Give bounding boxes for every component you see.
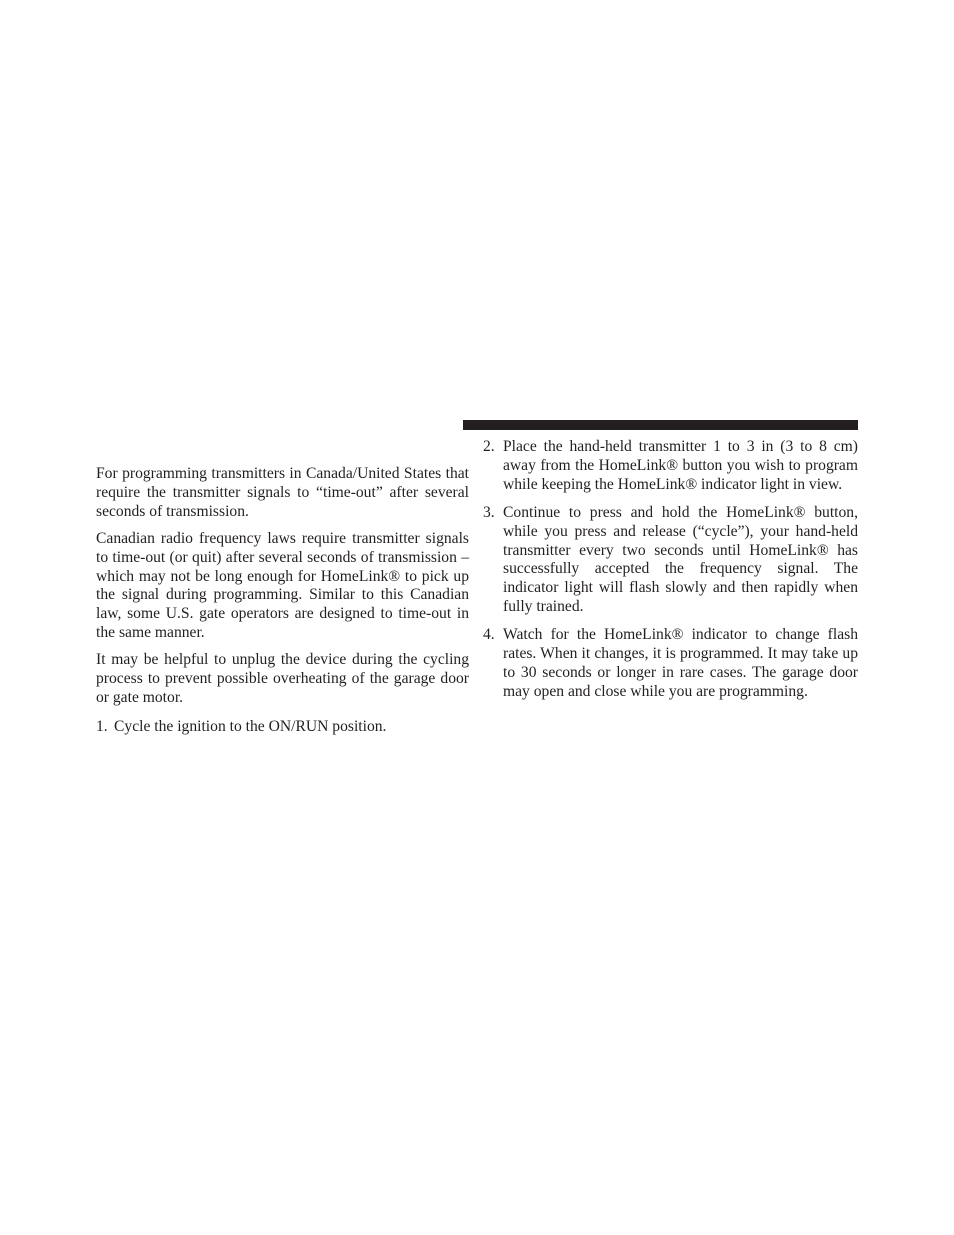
step-number: 3. — [483, 503, 495, 521]
right-column — [483, 438, 858, 711]
left-column — [96, 465, 469, 746]
step-item — [483, 504, 858, 617]
step-item — [483, 626, 858, 702]
step-item — [96, 718, 469, 737]
step-number: 4. — [483, 626, 495, 644]
canadian-law-paragraph: Canadian radio frequency laws require transmitter signals to time-out (or quit) after several seconds of transmission – which may not be long enough for HomeLink® to pick up the signal during programming. Similar to this Canadian law, some U.S. gate operators are designed to time-out in the same manner. — [96, 529, 469, 642]
step-text: Cycle the ignition to the ON/RUN position. — [114, 717, 387, 735]
unplug-tip-paragraph: It may be helpful to unplug the device during the cycling process to prevent possible overheating of the garage door or gate motor. — [96, 651, 469, 706]
step-text: Watch for the HomeLink® indicator to change flash rates. When it changes, it is programmed. It may take up to 30 seconds or longer in rare cases. The garage door may open and close while you are programming. — [503, 626, 858, 700]
step-text: Place the hand-held transmitter 1 to 3 in (3 to 8 cm) away from the HomeLink® button you wish to program while keeping the HomeLink® indicator light in view. — [503, 438, 858, 493]
section-header-rule — [463, 420, 858, 430]
step-number: 2. — [483, 438, 495, 455]
step-item — [483, 438, 858, 495]
step-number: 1. — [96, 717, 108, 735]
step-text: Continue to press and hold the HomeLink® button, while you press and release (“cycle”), your hand-held transmitter every two seconds until HomeLink® has successfully accepted the frequency signal. The indicator light will flash slowly and then rapidly when fully trained. — [503, 503, 858, 616]
intro-paragraph: For programming transmitters in Canada/United States that require the transmitter signals to “time-out” after several seconds of transmission. — [96, 465, 469, 520]
